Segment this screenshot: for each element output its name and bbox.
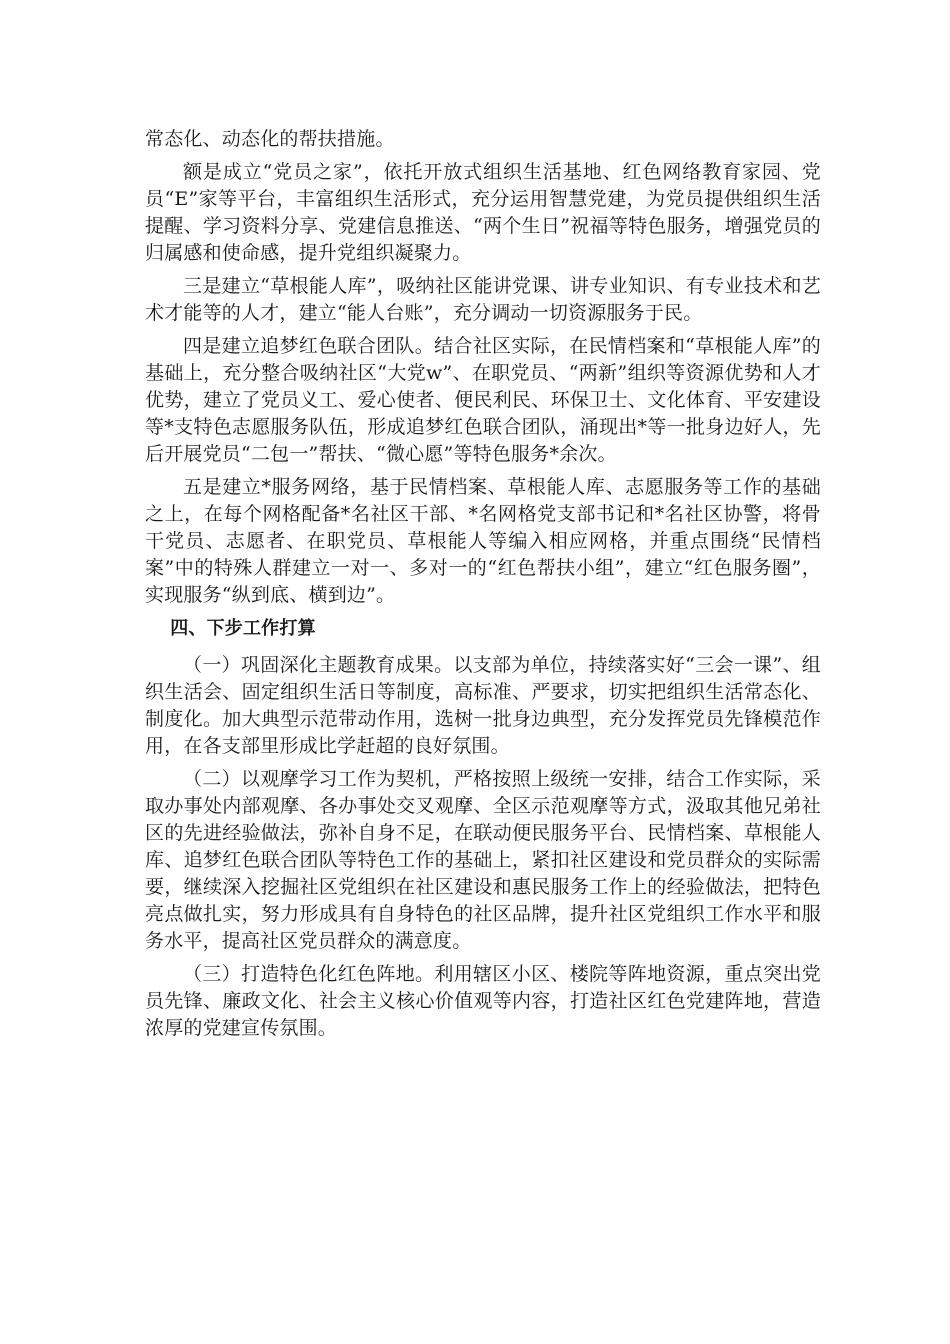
- paragraph-party-member-home: 额是成立“党员之家”，依托开放式组织生活基地、红色网络教育家园、党员“E”家等平台，丰富组织生活形式，充分运用智慧党建，为党员提供组织生活提醒、学习资料分享、党建信息推送、“两个生日”祝福等特色服务，增强党员的归属感和使命感，提升党组织凝聚力。: [145, 161, 821, 264]
- section-heading: 四、下步工作打算: [170, 618, 316, 639]
- paragraph-red-joint-team: 四是建立追梦红色联合团队。结合社区实际，在民情档案和“草根能人库”的基础上，充分整合吸纳社区“大党w”、在职党员、“两新”组织等资源优势和人才优势，建立了党员义工、爱心使者、便民利民、环保卫士、文化体育、平安建设等*支特色志愿服务队伍，形成追梦红色联合团队，涌现出*等一批身边好人，先后开展党员“二包一”帮扶、“微心愿”等特色服务*余次。: [145, 335, 821, 465]
- plan-item-2: （二）以观摩学习工作为契机，严格按照上级统一安排，结合工作实际，采取办事处内部观摩、各办事处交叉观摩、全区示范观摩等方式，汲取其他兄弟社区的先进经验做法，弥补自身不足，在联动便民服务平台、民情档案、草根能人库、追梦红色联合团队等特色工作的基础上，紧扣社区建设和党员群众的实际需要，继续深入挖掘社区党组织在社区建设和惠民服务工作上的经验做法，把特色亮点做扎实，努力形成具有自身特色的社区品牌，提升社区党组织工作水平和服务水平，提高社区党员群众的满意度。: [145, 768, 821, 952]
- paragraph-continuation: 常态化、动态化的帮扶措施。: [145, 128, 395, 150]
- plan-item-3: （三）打造特色化红色阵地。利用辖区小区、楼院等阵地资源，重点突出党员先锋、廉政文化、社会主义核心价值观等内容，打造社区红色党建阵地，营造浓厚的党建宣传氛围。: [145, 963, 821, 1039]
- paragraph-service-network: 五是建立*服务网络，基于民情档案、草根能人库、志愿服务等工作的基础之上，在每个网格配备*名社区干部、*名网格党支部书记和*名社区协警，将骨干党员、志愿者、在职党员、草根能人等编入相应网格，并重点围绕“民情档案”中的特殊人群建立一对一、多对一的“红色帮扶小组”，建立“红色服务圈”，实现服务“纵到底、横到边”。: [145, 476, 821, 606]
- paragraph-grassroots-talent-pool: 三是建立“草根能人库”，吸纳社区能讲党课、讲专业知识、有专业技术和艺术才能等的人才，建立“能人台账”，充分调动一切资源服务于民。: [145, 275, 821, 324]
- plan-item-1: （一）巩固深化主题教育成果。以支部为单位，持续落实好“三会一课”、组织生活会、固定组织生活日等制度，高标准、严要求，切实把组织生活常态化、制度化。加大典型示范带动作用，选树一批身边典型，充分发挥党员先锋模范作用，在各支部里形成比学赶超的良好氛围。: [145, 654, 821, 757]
- document-body: [145, 126, 821, 1048]
